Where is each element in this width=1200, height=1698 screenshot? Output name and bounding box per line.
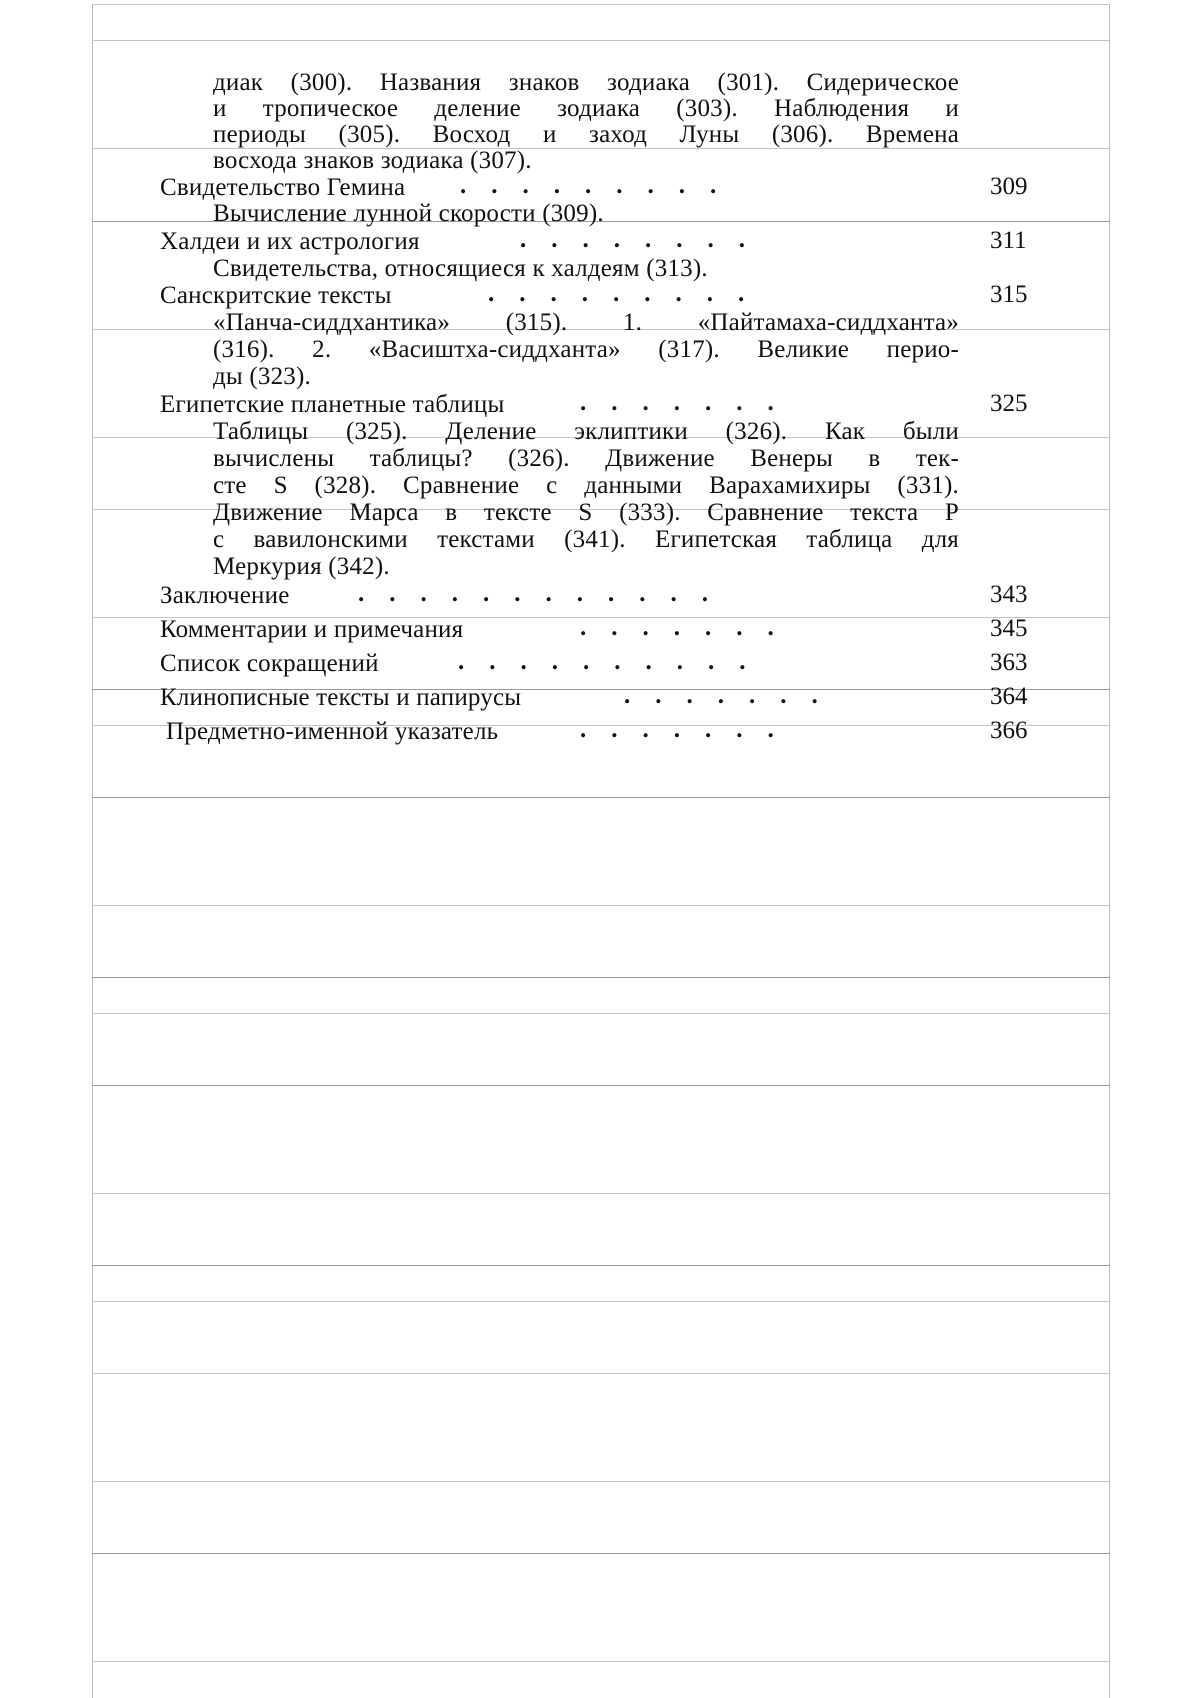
- toc-entry-subtopics: Меркурия (342).: [213, 553, 390, 580]
- toc-entry-title: Халдеи и их астрология: [160, 228, 420, 255]
- dot-leader: ........: [520, 227, 770, 252]
- toc-page-number: 325: [990, 390, 1028, 417]
- toc-page-number: 315: [990, 281, 1028, 308]
- toc-entry-title: Египетские планетные таблицы: [160, 391, 505, 418]
- scan-rule: [92, 797, 1110, 798]
- dot-leader: .......: [580, 615, 799, 640]
- toc-page-number: 311: [990, 227, 1027, 254]
- scan-rule: [92, 1013, 1110, 1014]
- dot-leader: ..........: [458, 649, 771, 674]
- toc-continuation-line: восхода знаков зодиака (307).: [213, 147, 532, 174]
- dot-leader: .......: [580, 717, 799, 742]
- toc-continuation-line: и тропическое деление зодиака (303). Наблюдения и: [213, 95, 959, 122]
- scan-rule: [92, 1085, 1110, 1086]
- dot-leader: .......: [624, 683, 843, 708]
- toc-entry-title: Предметно-именной указатель: [166, 718, 499, 745]
- scan-rule: [92, 1373, 1110, 1374]
- toc-page-number: 345: [990, 615, 1028, 642]
- toc-entry-subtopics: сте S (328). Сравнение с данными Варахамихиры (331).: [213, 472, 959, 499]
- scan-rule: [92, 1481, 1110, 1482]
- dot-leader: .......: [580, 390, 799, 415]
- scan-rule: [92, 977, 1110, 978]
- toc-entry-title: Свидетельство Гемина: [160, 174, 406, 201]
- dot-leader: .........: [488, 281, 770, 306]
- toc-entry-subtopics: «Панча-сиддхантика» (315). 1. «Пайтамаха-сиддханта»: [213, 309, 959, 336]
- scan-rule: [92, 1193, 1110, 1194]
- toc-continuation-line: периоды (305). Восход и заход Луны (306). Времена: [213, 121, 959, 148]
- toc-entry-title: Заключение: [160, 582, 290, 609]
- toc-page-number: 364: [990, 683, 1028, 710]
- scan-rule: [92, 1301, 1110, 1302]
- toc-entry-title: Список сокращений: [160, 650, 379, 677]
- scan-rule: [92, 1661, 1110, 1662]
- toc-page-number: 309: [990, 173, 1028, 200]
- toc-entry-title: Санскритские тексты: [160, 282, 392, 309]
- toc-entry-subtopics: Движение Марса в тексте S (333). Сравнение текста P: [213, 499, 959, 526]
- toc-entry-subtopics: с вавилонскими текстами (341). Египетская таблица для: [213, 526, 959, 553]
- table-of-contents: [0, 0, 1200, 760]
- scan-rule: [92, 1553, 1110, 1554]
- scan-rule: [92, 1265, 1110, 1266]
- toc-page-number: 366: [990, 717, 1028, 744]
- toc-entry-title: Клинописные тексты и папирусы: [160, 684, 522, 711]
- dot-leader: .........: [460, 173, 742, 198]
- toc-entry-subtopics: Таблицы (325). Деление эклиптики (326). Как были: [213, 418, 959, 445]
- dot-leader: ............: [358, 581, 733, 606]
- toc-entry-subtopics: Свидетельства, относящиеся к халдеям (313).: [213, 255, 708, 282]
- toc-entry-subtopics: вычислены таблицы? (326). Движение Венеры в тек-: [213, 445, 959, 472]
- toc-entry-title: Комментарии и примечания: [160, 616, 464, 643]
- toc-continuation-line: диак (300). Названия знаков зодиака (301). Сидерическое: [213, 69, 959, 96]
- toc-entry-subtopics: Вычисление лунной скорости (309).: [213, 200, 604, 227]
- toc-page-number: 363: [990, 649, 1028, 676]
- scan-rule: [92, 905, 1110, 906]
- toc-entry-subtopics: (316). 2. «Васиштха-сиддханта» (317). Великие перио-: [213, 336, 959, 363]
- toc-page-number: 343: [990, 581, 1028, 608]
- toc-entry-subtopics: ды (323).: [213, 363, 311, 390]
